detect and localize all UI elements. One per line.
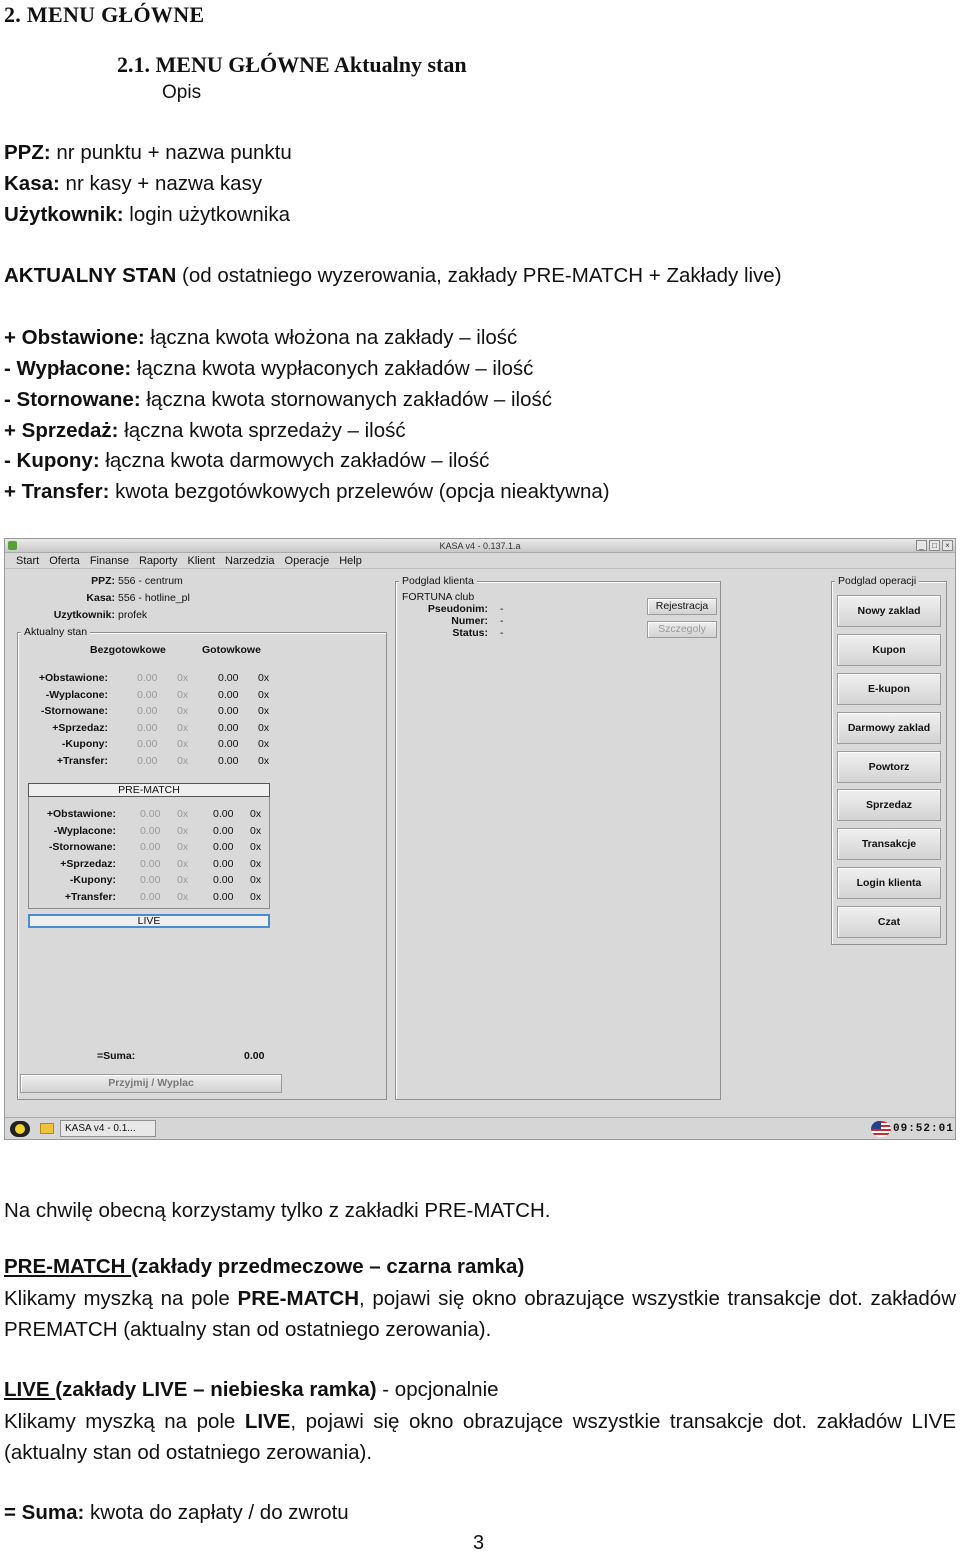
us-flag-icon[interactable] <box>871 1121 891 1137</box>
prematch-bezgot-count: 0x <box>177 874 189 886</box>
prematch-bezgot-value: 0.00 <box>140 825 161 837</box>
prematch-bezgot-value: 0.00 <box>140 858 161 870</box>
table-row: -Wyplacone: <box>53 825 116 837</box>
window-titlebar <box>5 539 955 553</box>
item-stornowane: - Stornowane: łączna kwota stornowanych zakładów – ilość <box>4 388 553 411</box>
menu-help[interactable]: Help <box>339 555 362 567</box>
rejestracja-button[interactable]: Rejestracja <box>647 598 717 615</box>
table-row: -Kupony: <box>69 874 116 886</box>
e-kupon-button[interactable]: E-kupon <box>837 673 941 705</box>
user-value: profek <box>118 609 148 621</box>
live-tab[interactable]: LIVE <box>28 914 270 928</box>
taskbar <box>5 1117 955 1139</box>
menu-raporty[interactable]: Raporty <box>138 555 178 567</box>
prematch-bezgot-value: 0.00 <box>140 891 161 903</box>
ppz-label: PPZ: <box>91 575 115 587</box>
got-value: 0.00 <box>218 722 239 734</box>
menu-narzedzia[interactable]: Narzedzia <box>225 555 275 567</box>
item-sprzedaz: + Sprzedaż: łączna kwota sprzedaży – ilość <box>4 419 406 442</box>
table-row: +Obstawione: <box>46 808 116 820</box>
menu-bar <box>5 553 955 569</box>
podglad-klienta-group <box>395 575 721 1100</box>
menu-operacje[interactable]: Operacje <box>284 555 330 567</box>
kasa-value: 556 - hotline_pl <box>118 592 190 604</box>
prematch-got-count: 0x <box>250 891 262 903</box>
suma-description: = Suma: kwota do zapłaty / do zwrotu <box>4 1501 349 1524</box>
prematch-got-count: 0x <box>250 808 262 820</box>
aktualny-stan-line: AKTUALNY STAN (od ostatniego wyzerowania, zakłady PRE-MATCH + Zakłady live) <box>4 264 782 287</box>
subsection-heading: 2.1. MENU GŁÓWNE Aktualny stan <box>117 52 467 77</box>
taskbar-clock: 09:52:01 <box>893 1123 954 1135</box>
darmowy-zaklad-button[interactable]: Darmowy zaklad <box>837 712 941 744</box>
item-kupony: - Kupony: łączna kwota darmowych zakładów – ilość <box>4 449 490 472</box>
got-count: 0x <box>258 689 270 701</box>
status-label: Status: <box>452 627 488 639</box>
desc-ppz: PPZ: nr punktu + nazwa punktu <box>4 141 292 164</box>
table-row: -Stornowane: <box>40 705 108 717</box>
podglad-klienta-title: Podglad klienta <box>399 575 477 587</box>
table-row: -Stornowane: <box>48 841 116 853</box>
got-count: 0x <box>258 755 270 767</box>
section-heading: 2. MENU GŁÓWNE <box>4 2 205 27</box>
item-wyplacone: - Wypłacone: łączna kwota wypłaconych zakładów – ilość <box>4 357 534 380</box>
prematch-bezgot-value: 0.00 <box>140 841 161 853</box>
taskbar-item-kasa[interactable]: KASA v4 - 0.1... <box>60 1120 156 1137</box>
menu-oferta[interactable]: Oferta <box>49 555 80 567</box>
got-value: 0.00 <box>218 689 239 701</box>
got-value: 0.00 <box>218 672 239 684</box>
czat-button[interactable]: Czat <box>837 906 941 938</box>
pseudonim-label: Pseudonim: <box>427 603 488 615</box>
note-prematch-only: Na chwilę obecną korzystamy tylko z zakładki PRE-MATCH. <box>4 1199 551 1222</box>
status-value: - <box>500 627 504 639</box>
bezgot-value: 0.00 <box>137 672 158 684</box>
suma-value: 0.00 <box>244 1050 265 1062</box>
menu-klient[interactable]: Klient <box>187 555 216 567</box>
suma-label: =Suma: <box>97 1050 136 1062</box>
podglad-operacji-title: Podglad operacji <box>835 575 919 587</box>
prematch-bezgot-value: 0.00 <box>140 808 161 820</box>
kasa-app-screenshot <box>4 538 956 1140</box>
bezgot-value: 0.00 <box>137 755 158 767</box>
folder-icon[interactable] <box>40 1123 54 1134</box>
user-label: Uzytkownik: <box>53 609 115 621</box>
window-title: KASA v4 - 0.137.1.a <box>439 541 521 551</box>
minimize-icon[interactable]: _ <box>916 540 927 551</box>
nowy-zaklad-button[interactable]: Nowy zaklad <box>837 595 941 627</box>
menu-start[interactable]: Start <box>16 555 40 567</box>
desc-kasa: Kasa: nr kasy + nazwa kasy <box>4 172 263 195</box>
got-value: 0.00 <box>218 738 239 750</box>
subtitle-opis: Opis <box>162 82 202 103</box>
numer-label: Numer: <box>451 615 488 627</box>
got-count: 0x <box>258 722 270 734</box>
item-transfer: + Transfer: kwota bezgotówkowych przelewów (opcja nieaktywna) <box>4 480 610 503</box>
bezgot-value: 0.00 <box>137 722 158 734</box>
col-bezgotowkowe: Bezgotowkowe <box>90 644 166 656</box>
prematch-bezgot-count: 0x <box>177 808 189 820</box>
col-gotowkowe: Gotowkowe <box>202 644 261 656</box>
bezgot-count: 0x <box>177 689 189 701</box>
prematch-bezgot-count: 0x <box>177 858 189 870</box>
sprzedaz-button[interactable]: Sprzedaz <box>837 789 941 821</box>
live-heading: LIVE (zakłady LIVE – niebieska ramka) - opcjonalnie <box>4 1378 499 1401</box>
table-row: +Transfer: <box>64 891 116 903</box>
login-klienta-button[interactable]: Login klienta <box>837 867 941 899</box>
table-row: -Kupony: <box>61 738 108 750</box>
bezgot-count: 0x <box>177 755 189 767</box>
prematch-bezgot-count: 0x <box>177 825 189 837</box>
live-description: Klikamy myszką na pole LIVE, pojawi się okno obrazujące wszystkie transakcje dot. zakładów LIVE (aktualny stan od ostatniego zerowania). <box>4 1410 956 1464</box>
prematch-got-value: 0.00 <box>213 874 234 886</box>
prematch-tab[interactable]: PRE-MATCH <box>28 783 270 797</box>
table-row: +Sprzedaz: <box>52 722 108 734</box>
powtorz-button[interactable]: Powtorz <box>837 751 941 783</box>
przyjmij-wyplac-button[interactable]: Przyjmij / Wyplac <box>20 1074 282 1093</box>
bezgot-count: 0x <box>177 672 189 684</box>
table-row: +Obstawione: <box>38 672 108 684</box>
prematch-bezgot-value: 0.00 <box>140 874 161 886</box>
bezgot-value: 0.00 <box>137 689 158 701</box>
close-icon[interactable]: × <box>942 540 953 551</box>
page-number: 3 <box>473 1532 485 1554</box>
window-controls <box>916 540 953 551</box>
bezgot-value: 0.00 <box>137 738 158 750</box>
table-row: -Wyplacone: <box>45 689 108 701</box>
club-name: FORTUNA club <box>402 591 475 603</box>
bezgot-count: 0x <box>177 738 189 750</box>
prematch-bezgot-count: 0x <box>177 891 189 903</box>
prematch-got-value: 0.00 <box>213 841 234 853</box>
got-count: 0x <box>258 738 270 750</box>
prematch-got-count: 0x <box>250 825 262 837</box>
got-count: 0x <box>258 672 270 684</box>
prematch-got-count: 0x <box>250 841 262 853</box>
prematch-heading: PRE-MATCH (zakłady przedmeczowe – czarna ramka) <box>4 1255 525 1278</box>
prematch-got-value: 0.00 <box>213 891 234 903</box>
transakcje-button[interactable]: Transakcje <box>837 828 941 860</box>
prematch-got-count: 0x <box>250 874 262 886</box>
table-row: +Transfer: <box>56 755 108 767</box>
menu-finanse[interactable]: Finanse <box>89 555 129 567</box>
maximize-icon[interactable]: □ <box>929 540 940 551</box>
item-obstawione: + Obstawione: łączna kwota włożona na zakłady – ilość <box>4 326 518 349</box>
kasa-label: Kasa: <box>86 592 115 604</box>
prematch-got-count: 0x <box>250 858 262 870</box>
bezgot-count: 0x <box>177 722 189 734</box>
prematch-description: Klikamy myszką na pole PRE-MATCH, pojawi się okno obrazujące wszystkie transakcje dot. zakładów PREMATCH (aktualny stan od ostatniego zerowania). <box>4 1287 956 1341</box>
prematch-got-value: 0.00 <box>213 825 234 837</box>
got-value: 0.00 <box>218 705 239 717</box>
aktualny-stan-title: Aktualny stan <box>21 626 90 638</box>
kupon-button[interactable]: Kupon <box>837 634 941 666</box>
prematch-got-value: 0.00 <box>213 808 234 820</box>
pseudonim-value: - <box>500 603 504 615</box>
numer-value: - <box>500 615 504 627</box>
table-row: +Sprzedaz: <box>60 858 116 870</box>
szczegoly-button[interactable]: Szczegoly <box>647 621 717 638</box>
ppz-value: 556 - centrum <box>118 575 183 587</box>
bezgot-count: 0x <box>177 705 189 717</box>
got-count: 0x <box>258 705 270 717</box>
bezgot-value: 0.00 <box>137 705 158 717</box>
desc-uzytkownik: Użytkownik: login użytkownika <box>4 203 290 226</box>
prematch-bezgot-count: 0x <box>177 841 189 853</box>
start-menu-icon[interactable] <box>10 1121 30 1137</box>
prematch-got-value: 0.00 <box>213 858 234 870</box>
got-value: 0.00 <box>218 755 239 767</box>
